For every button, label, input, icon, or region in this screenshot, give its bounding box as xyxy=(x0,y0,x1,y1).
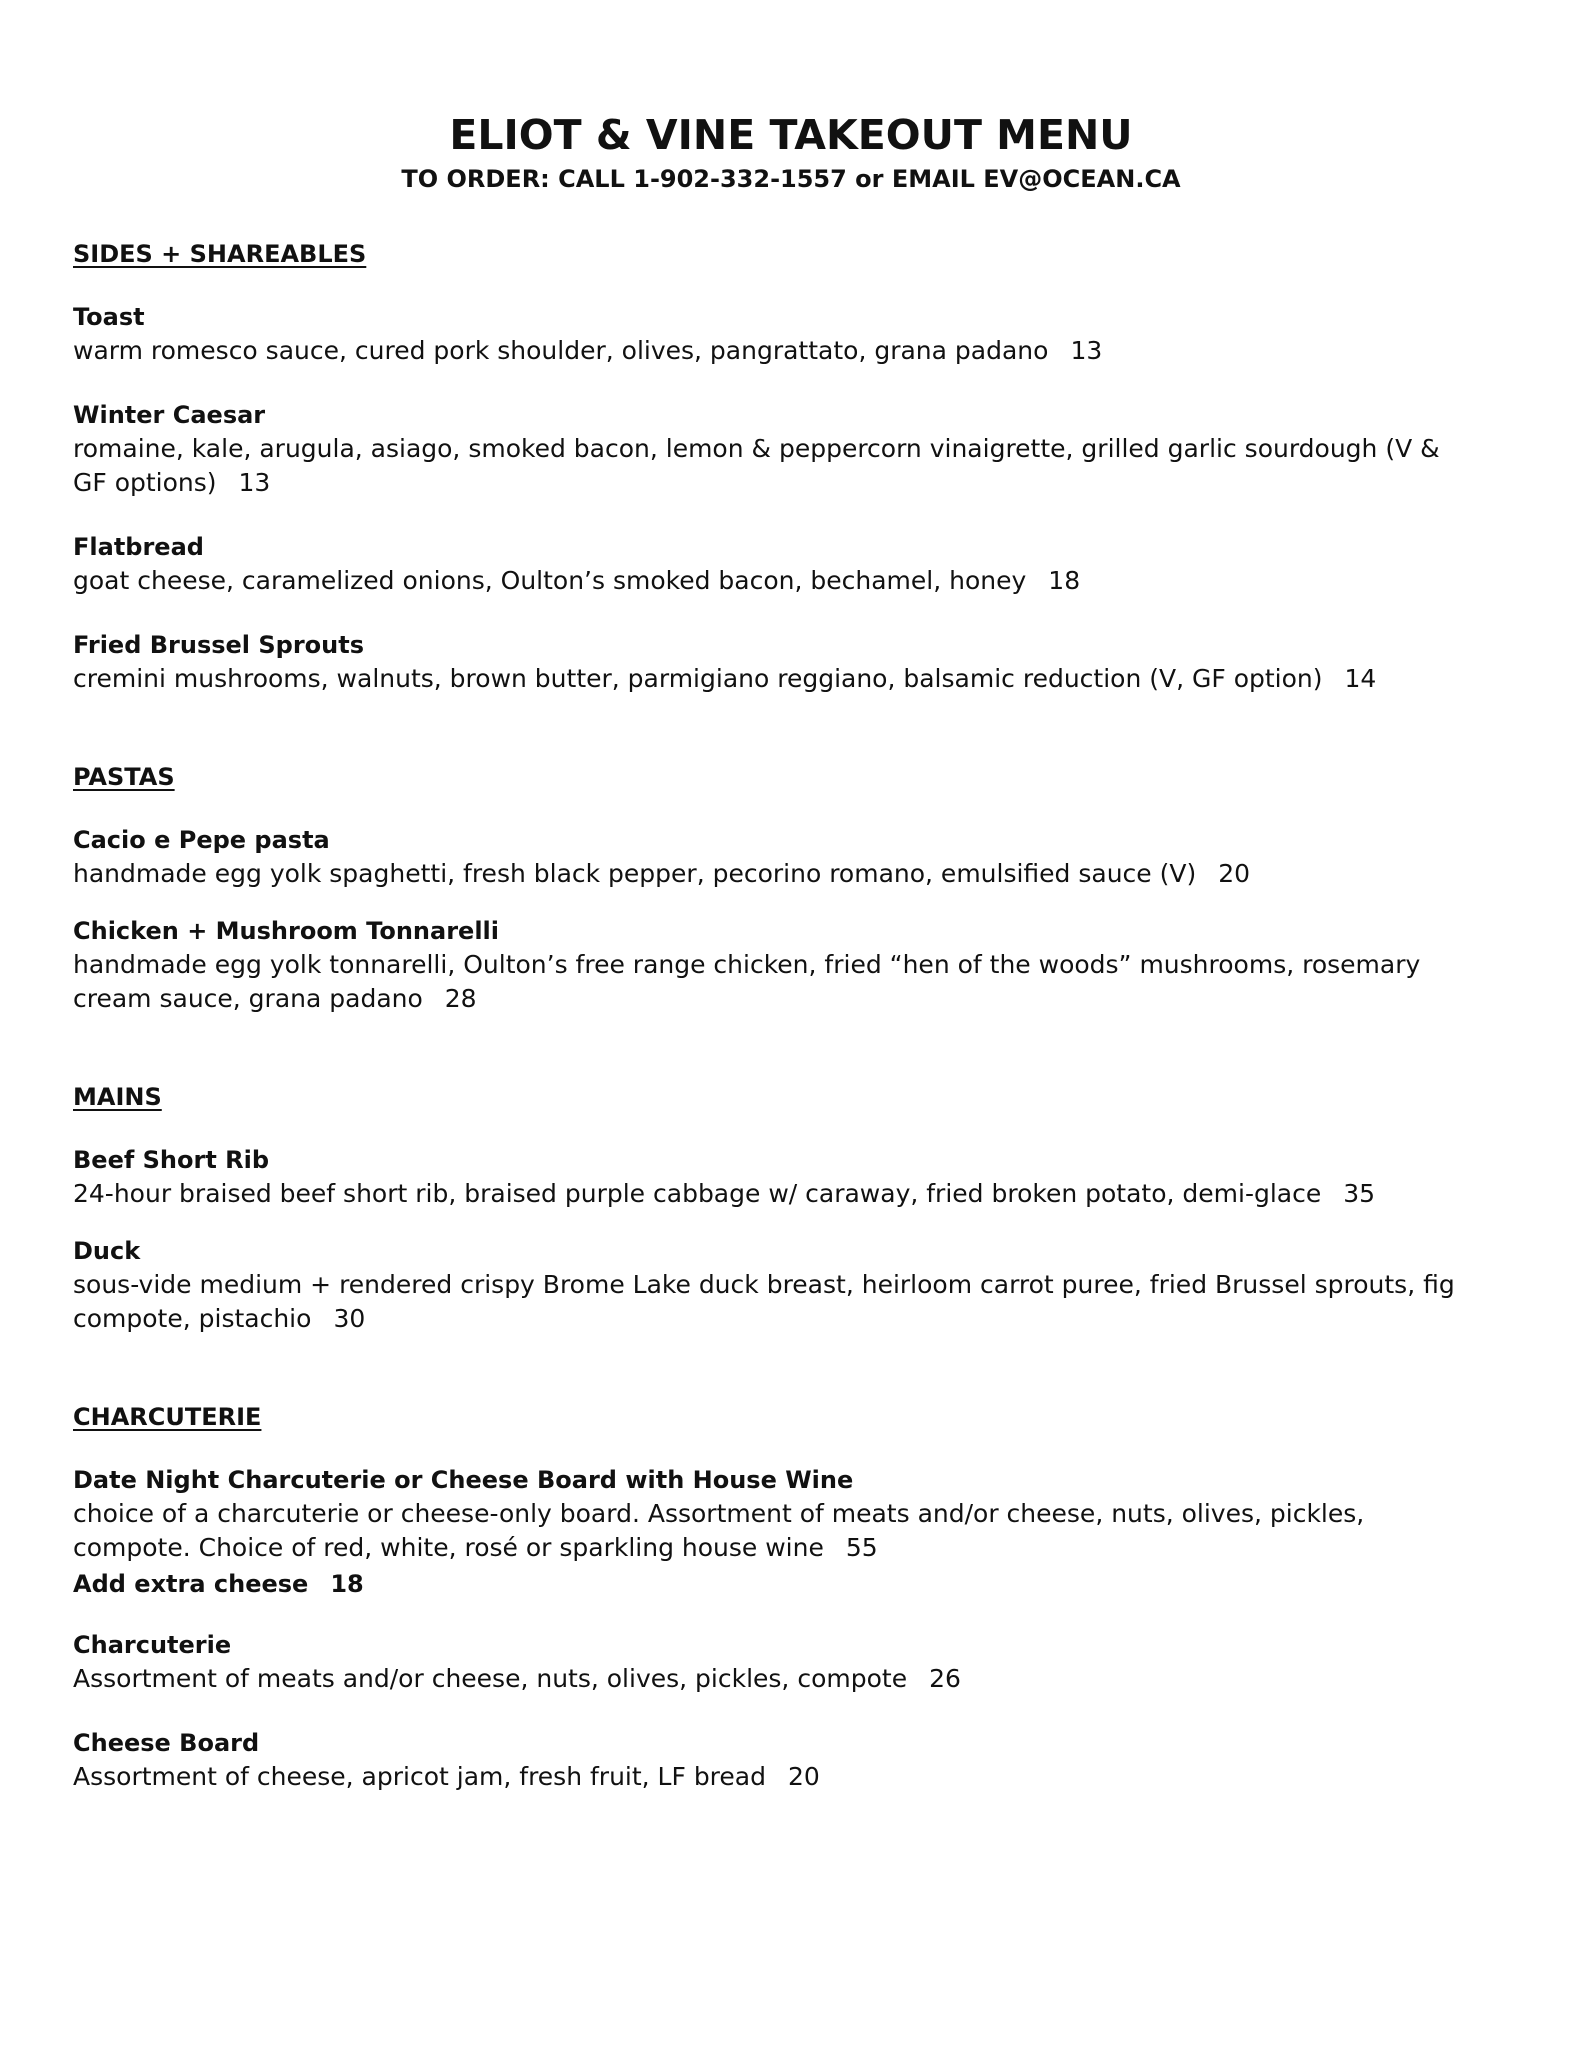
item-description: 24-hour braised beef short rib, braised purple cabbage w/ caraway, fried broken potato, demi-glace xyxy=(73,1179,1322,1208)
item-description-line xyxy=(73,1497,1473,1565)
section-sides-shareables xyxy=(73,237,1513,696)
item-description-line xyxy=(73,1760,1513,1794)
item-description-line xyxy=(73,948,1503,1016)
item-description: cremini mushrooms, walnuts, brown butter, parmigiano reggiano, balsamic reduction (V, GF option) xyxy=(73,664,1323,693)
menu-item-date-night-board xyxy=(73,1464,1513,1603)
menu-item-cacio-e-pepe xyxy=(73,824,1513,891)
section-pastas xyxy=(73,760,1513,1016)
menu-item-flatbread xyxy=(73,531,1513,598)
item-name: Winter Caesar xyxy=(73,401,266,429)
item-name: Cheese Board xyxy=(73,1729,260,1757)
item-name: Flatbread xyxy=(73,533,204,561)
item-description: handmade egg yolk spaghetti, fresh black pepper, pecorino romano, emulsified sauce (V) xyxy=(73,859,1197,888)
item-description: Assortment of meats and/or cheese, nuts, olives, pickles, compote xyxy=(73,1664,908,1693)
add-on-label: Add extra cheese xyxy=(73,1570,309,1598)
item-description: choice of a charcuterie or cheese-only board. Assortment of meats and/or cheese, nuts, olives, pickles, compote. Choice of red, white, rosé or sparkling house wine xyxy=(73,1499,1373,1562)
item-name: Fried Brussel Sprouts xyxy=(73,631,365,659)
menu-content xyxy=(73,237,1513,1794)
item-description: warm romesco sauce, cured pork shoulder, olives, pangrattato, grana padano xyxy=(73,336,1049,365)
item-price: 13 xyxy=(238,468,271,497)
section-heading: MAINS xyxy=(73,1083,162,1111)
order-contact-line: TO ORDER: CALL 1-902-332-1557 or EMAIL EV@OCEAN.CA xyxy=(401,165,1181,193)
menu-item-chicken-mushroom-tonnarelli xyxy=(73,915,1513,1016)
section-charcuterie xyxy=(73,1400,1513,1794)
add-on-price: 18 xyxy=(330,1570,364,1598)
menu-item-charcuterie xyxy=(73,1629,1513,1696)
menu-item-cheese-board xyxy=(73,1727,1513,1794)
menu-title: ELIOT & VINE TAKEOUT MENU xyxy=(449,111,1133,159)
item-description: goat cheese, caramelized onions, Oulton’s smoked bacon, bechamel, honey xyxy=(73,566,1027,595)
item-price: 30 xyxy=(333,1304,366,1333)
item-name: Date Night Charcuterie or Cheese Board with House Wine xyxy=(73,1466,854,1494)
item-description: Assortment of cheese, apricot jam, fresh fruit, LF bread xyxy=(73,1762,766,1791)
item-description: romaine, kale, arugula, asiago, smoked bacon, lemon & peppercorn vinaigrette, grilled garlic sourdough (V & GF options) xyxy=(73,434,1448,497)
menu-item-duck xyxy=(73,1235,1513,1336)
item-price: 13 xyxy=(1070,336,1103,365)
item-name: Cacio e Pepe pasta xyxy=(73,826,330,854)
item-price: 35 xyxy=(1343,1179,1376,1208)
item-description: handmade egg yolk tonnarelli, Oulton’s free range chicken, fried “hen of the woods” mushrooms, rosemary cream sauce, grana padano xyxy=(73,950,1429,1013)
item-price: 14 xyxy=(1344,664,1377,693)
item-description: sous-vide medium + rendered crispy Brome Lake duck breast, heirloom carrot puree, fried Brussel sprouts, fig compote, pistachio xyxy=(73,1270,1463,1333)
item-description-line xyxy=(73,1177,1513,1211)
item-description-line xyxy=(73,1662,1513,1696)
menu-item-toast xyxy=(73,301,1513,368)
menu-item-winter-caesar xyxy=(73,399,1513,500)
menu-item-fried-brussel-sprouts xyxy=(73,629,1513,696)
item-description-line xyxy=(73,857,1513,891)
section-heading: SIDES + SHAREABLES xyxy=(73,240,367,268)
item-price: 20 xyxy=(787,1762,820,1791)
item-price: 28 xyxy=(444,984,477,1013)
section-heading: CHARCUTERIE xyxy=(73,1403,262,1431)
item-price: 55 xyxy=(845,1533,878,1562)
item-description-line xyxy=(73,334,1513,368)
add-on-line xyxy=(73,1565,1513,1603)
item-price: 20 xyxy=(1218,859,1251,888)
menu-item-beef-short-rib xyxy=(73,1144,1513,1211)
section-mains xyxy=(73,1080,1513,1336)
section-heading: PASTAS xyxy=(73,763,175,791)
item-name: Toast xyxy=(73,303,145,331)
item-price: 18 xyxy=(1048,566,1081,595)
item-name: Charcuterie xyxy=(73,1631,232,1659)
item-name: Beef Short Rib xyxy=(73,1146,270,1174)
item-description-line xyxy=(73,564,1513,598)
item-name: Chicken + Mushroom Tonnarelli xyxy=(73,917,499,945)
item-name: Duck xyxy=(73,1237,141,1265)
item-description-line xyxy=(73,662,1513,696)
item-description-line xyxy=(73,432,1473,500)
item-price: 26 xyxy=(929,1664,961,1693)
item-description-line xyxy=(73,1268,1503,1336)
